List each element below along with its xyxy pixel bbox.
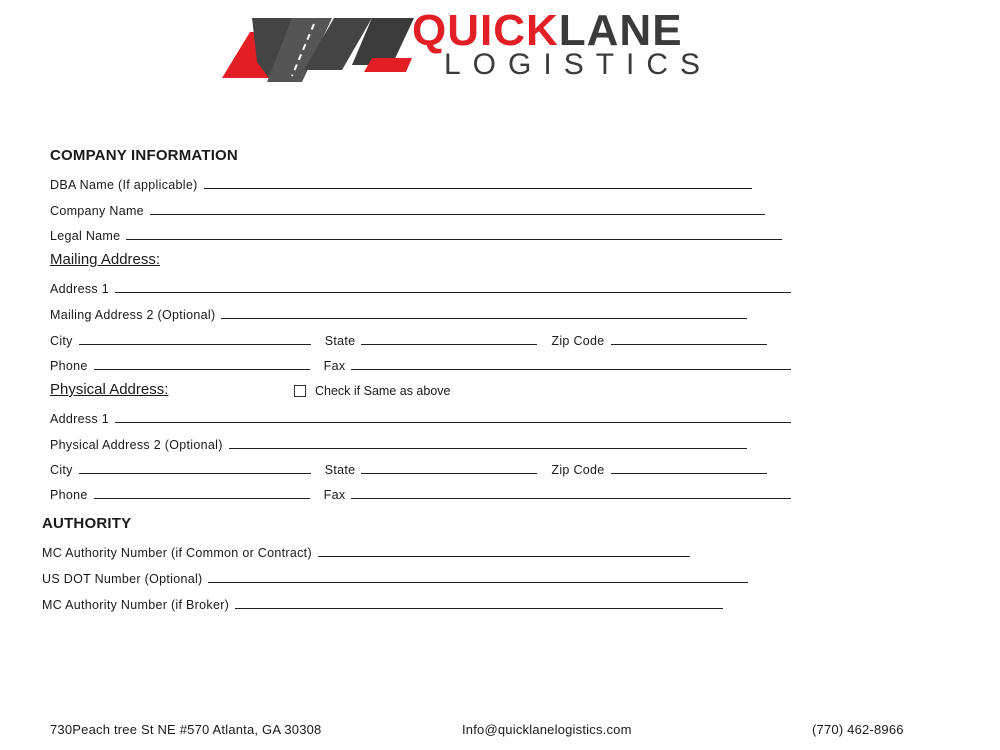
company-name-label: Company Name [50, 204, 144, 218]
company-name-field[interactable] [150, 214, 765, 215]
dba-name-field[interactable] [204, 188, 752, 189]
mailing-address1-field[interactable] [115, 292, 791, 293]
authority-heading: AUTHORITY [42, 515, 132, 532]
mailing-fax-field[interactable] [351, 369, 791, 370]
legal-name-field[interactable] [126, 239, 782, 240]
physical-city-field[interactable] [79, 473, 311, 474]
mailing-state-label: State [324, 334, 356, 348]
physical-address1-field[interactable] [115, 422, 791, 423]
same-as-above-control[interactable] [294, 384, 451, 398]
same-as-above-checkbox[interactable] [294, 385, 306, 397]
usdot-field[interactable] [208, 582, 748, 583]
usdot-row [42, 568, 748, 586]
footer-address: 730Peach tree St NE #570 Atlanta, GA 30308 [50, 722, 322, 737]
mailing-address1-label: Address 1 [50, 282, 109, 296]
footer-email[interactable]: Info@quicklanelogistics.com [462, 722, 632, 737]
mailing-city-state-zip-row [50, 330, 767, 348]
dba-name-label: DBA Name (If applicable) [50, 178, 198, 192]
physical-address-heading: Physical Address: [50, 381, 169, 398]
company-logo [222, 6, 742, 82]
physical-city-label: City [50, 463, 73, 477]
physical-phone-field[interactable] [94, 498, 310, 499]
company-name-row [50, 200, 765, 218]
legal-name-label: Legal Name [50, 229, 121, 243]
same-as-above-label: Check if Same as above [315, 384, 451, 398]
physical-address2-field[interactable] [229, 448, 747, 449]
logo-quick-text: QUICK [412, 6, 559, 55]
logo-lane-text: LANE [558, 6, 683, 55]
mc-common-row [42, 542, 690, 560]
mailing-zip-label: Zip Code [551, 334, 605, 348]
mc-common-label: MC Authority Number (if Common or Contract) [42, 546, 312, 560]
footer-phone: (770) 462-8966 [812, 722, 904, 737]
legal-name-row [50, 225, 782, 243]
mailing-phone-label: Phone [50, 359, 88, 373]
mailing-address2-row [50, 304, 747, 322]
physical-fax-label: Fax [323, 488, 346, 502]
mc-common-field[interactable] [318, 556, 690, 557]
mailing-city-label: City [50, 334, 73, 348]
physical-city-state-zip-row [50, 459, 767, 477]
mc-broker-row [42, 594, 723, 612]
mc-broker-label: MC Authority Number (if Broker) [42, 598, 230, 612]
physical-address2-label: Physical Address 2 (Optional) [50, 438, 223, 452]
mailing-city-field[interactable] [79, 344, 311, 345]
mailing-address-heading: Mailing Address: [50, 251, 161, 268]
physical-state-field[interactable] [361, 473, 537, 474]
logo-wordmark-bottom: LOGISTICS [444, 48, 713, 81]
mailing-zip-field[interactable] [611, 344, 767, 345]
physical-address1-label: Address 1 [50, 412, 109, 426]
dba-name-row [50, 174, 752, 192]
physical-address1-row [50, 408, 791, 426]
mailing-fax-label: Fax [323, 359, 346, 373]
physical-state-label: State [324, 463, 356, 477]
physical-fax-field[interactable] [351, 498, 791, 499]
road-logo-icon [222, 10, 422, 82]
company-information-heading: COMPANY INFORMATION [50, 147, 238, 164]
mailing-address1-row [50, 278, 791, 296]
mailing-state-field[interactable] [361, 344, 537, 345]
mc-broker-field[interactable] [235, 608, 723, 609]
usdot-label: US DOT Number (Optional) [42, 572, 203, 586]
physical-zip-field[interactable] [611, 473, 767, 474]
mailing-address2-label: Mailing Address 2 (Optional) [50, 308, 216, 322]
physical-phone-fax-row [50, 484, 791, 502]
mailing-address2-field[interactable] [221, 318, 747, 319]
physical-zip-label: Zip Code [551, 463, 605, 477]
mailing-phone-fax-row [50, 355, 791, 373]
physical-address2-row [50, 434, 747, 452]
physical-phone-label: Phone [50, 488, 88, 502]
mailing-phone-field[interactable] [94, 369, 310, 370]
